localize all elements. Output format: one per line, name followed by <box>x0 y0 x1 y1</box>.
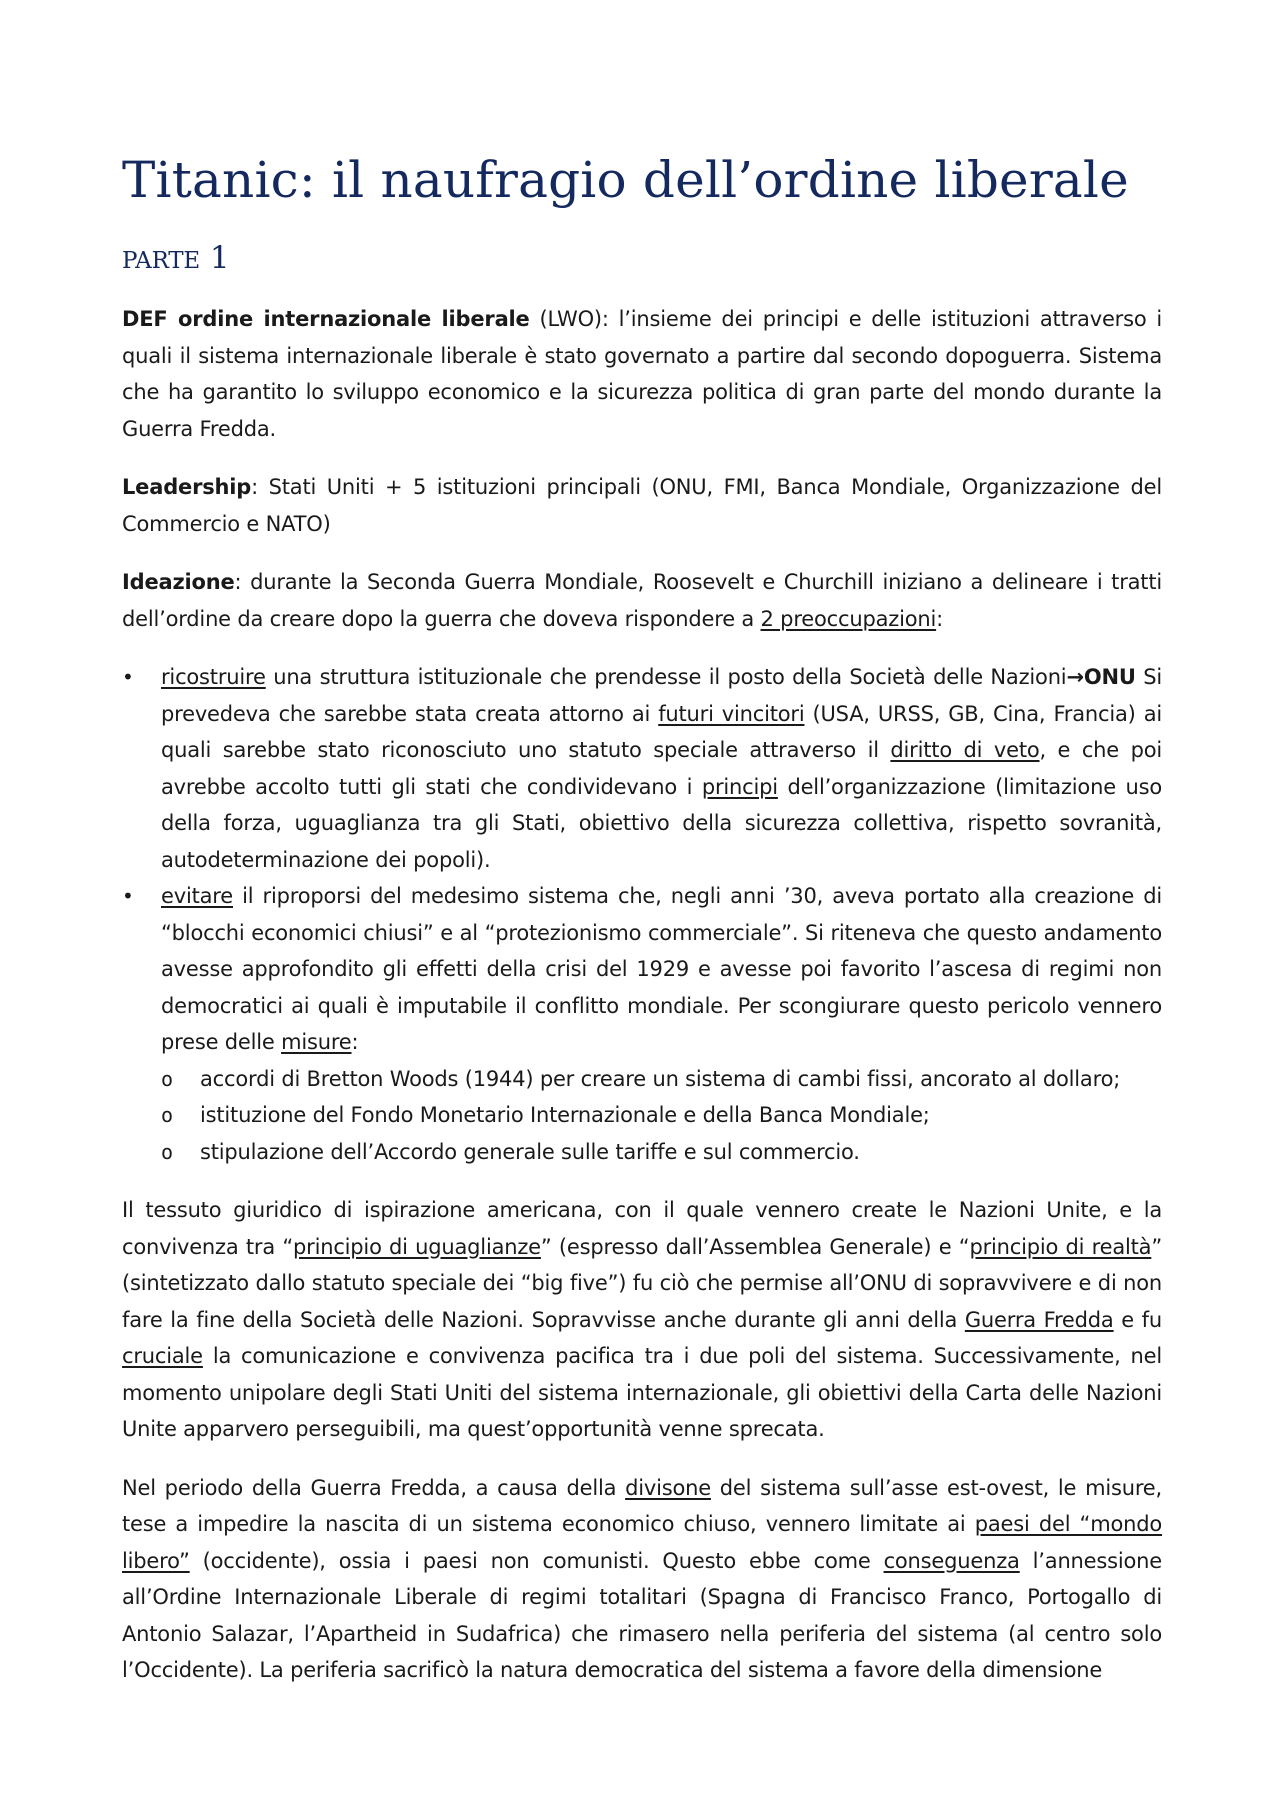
preoccupazioni-list <box>122 659 1162 1170</box>
underlined-text: conseguenza <box>883 1548 1020 1573</box>
paragraph-text: (occidente), ossia i paesi non comunisti. Questo ebbe come <box>189 1548 884 1573</box>
leadership-paragraph <box>122 469 1162 542</box>
section-label: PARTE <box>122 248 201 274</box>
guerra-fredda-paragraph <box>122 1470 1162 1689</box>
list-text: (USA, URSS, GB, Cina, Francia) ai quali sarebbe stato riconosciuto uno statuto speciale attraverso il <box>161 701 1162 762</box>
underlined-text: ricostruire <box>161 665 266 689</box>
list-text: una struttura istituzionale che prendesse il posto della Società delle Nazioni <box>265 665 1067 689</box>
paragraph-text: ” (sintetizzato dallo statuto speciale dei “big five”) fu ciò che permise all’ONU di sopravvivere e di non fare la fine della Società delle Nazioni. Sopravvisse anche durante gli anni della <box>122 1234 1163 1332</box>
underlined-text: divisone <box>625 1475 711 1500</box>
document-title: Titanic: il naufragio dell’ordine liberale <box>122 151 1129 209</box>
leadership-term: Leadership <box>122 475 252 499</box>
list-text: il riproporsi del medesimo sistema che, negli anni ’30, aveva portato alla creazione di “blocchi economici chiusi” e al “protezionismo commerciale”. Si riteneva che questo andamento avesse approfondito gli effetti della crisi del 1929 e avesse poi favorito l’ascesa di regimi non democratici ai quali è imputabile il conflitto mondiale. Per scongiurare questo pericolo vennero prese delle <box>161 884 1162 1054</box>
sub-bullet-marker: o <box>161 1103 173 1127</box>
definition-paragraph <box>122 301 1162 447</box>
list-text: dell’organizzazione (limitazione uso della forza, uguaglianza tra gli Stati, obiettivo della sicurezza collettiva, rispetto sovranità, autodeterminazione dei popoli). <box>161 774 1162 872</box>
paragraph-text: e fu <box>1113 1307 1162 1332</box>
list-text: Si prevedeva che sarebbe stata creata attorno ai <box>161 665 1162 726</box>
bullet-marker: • <box>122 884 134 908</box>
sub-list-item <box>161 1061 1162 1098</box>
list-item <box>122 659 1162 878</box>
sub-list-text: stipulazione dell’Accordo generale sulle tariffe e sul commercio. <box>200 1139 860 1164</box>
paragraph-text: Il tessuto giuridico di ispirazione americana, con il quale vennero create le Nazioni Unite, e la convivenza tra “ <box>122 1198 1162 1259</box>
onu-paragraph <box>122 1192 1162 1448</box>
section-heading <box>122 238 1162 281</box>
underlined-text: 2 preoccupazioni <box>760 606 937 631</box>
ideazione-paragraph <box>122 564 1162 637</box>
underlined-text: principio di realtà <box>969 1234 1152 1259</box>
underlined-text: principi <box>701 774 778 799</box>
paragraph-text: la comunicazione e convivenza pacifica tra i due poli del sistema. Successivamente, nel momento unipolare degli Stati Uniti del sistema internazionale, gli obiettivi della Carta delle Nazioni Unite apparvero perseguibili, ma quest’opportunità venne sprecata. <box>122 1344 1162 1441</box>
arrow-icon: → <box>1066 665 1084 689</box>
bullet-marker: • <box>122 665 134 689</box>
paragraph-text: del sistema sull’asse est-ovest, le misure, tese a impedire la nascita di un sistema economico chiuso, vennero limitate ai <box>122 1475 1163 1536</box>
underlined-text: principio di uguaglianze <box>293 1234 541 1259</box>
ideazione-text-end: : <box>936 606 943 631</box>
sub-list-item <box>161 1097 1162 1134</box>
underlined-text: Guerra Fredda <box>964 1307 1114 1332</box>
sub-list-text: accordi di Bretton Woods (1944) per creare un sistema di cambi fissi, ancorato al dollaro; <box>200 1066 1121 1091</box>
underlined-text: futuri vincitori <box>658 701 805 726</box>
misure-sublist <box>161 1061 1162 1171</box>
sub-list-item <box>161 1134 1162 1171</box>
underlined-text: diritto di veto <box>890 738 1040 762</box>
sub-bullet-marker: o <box>161 1139 173 1164</box>
ideazione-text: : durante la Seconda Guerra Mondiale, Roosevelt e Churchill iniziano a delineare i tratti dell’ordine da creare dopo la guerra che doveva rispondere a <box>122 570 1162 631</box>
leadership-text: : Stati Uniti + 5 istituzioni principali (ONU, FMI, Banca Mondiale, Organizzazione del Commercio e NATO) <box>122 475 1162 536</box>
list-item <box>122 878 1162 1170</box>
list-text: , e che poi avrebbe accolto tutti gli stati che condividevano i <box>161 738 1162 799</box>
ideazione-term: Ideazione <box>122 570 235 594</box>
sub-list-text: istituzione del Fondo Monetario Internazionale e della Banca Mondiale; <box>200 1103 930 1127</box>
paragraph-text: ” (espresso dall’Assemblea Generale) e “ <box>540 1234 970 1259</box>
definition-text: (LWO): l’insieme dei principi e delle istituzioni attraverso i quali il sistema internazionale liberale è stato governato a partire dal secondo dopoguerra. Sistema che ha garantito lo sviluppo economico e la sicurezza politica di gran parte del mondo durante la Guerra Fredda. <box>122 307 1162 441</box>
underlined-text: evitare <box>161 884 233 908</box>
onu-label: ONU <box>1083 665 1136 689</box>
section-number: 1 <box>209 240 230 276</box>
underlined-text: misure <box>281 1030 352 1054</box>
document-page <box>122 150 1162 1711</box>
underlined-text: paesi del “mondo libero” <box>122 1512 1162 1573</box>
list-text: : <box>351 1030 359 1054</box>
definition-term: DEF ordine internazionale liberale <box>122 307 530 331</box>
underlined-text: cruciale <box>122 1344 203 1368</box>
sub-bullet-marker: o <box>161 1066 173 1091</box>
paragraph-text: l’annessione all’Ordine Internazionale Liberale di regimi totalitari (Spagna di Francisco Franco, Portogallo di Antonio Salazar, l’Apartheid in Sudafrica) che rimasero nella periferia del sistema (al centro solo l’Occidente). La periferia sacrificò la natura democratica del sistema a favore della dimensione <box>122 1548 1162 1682</box>
paragraph-text: Nel periodo della Guerra Fredda, a causa della <box>122 1475 626 1500</box>
